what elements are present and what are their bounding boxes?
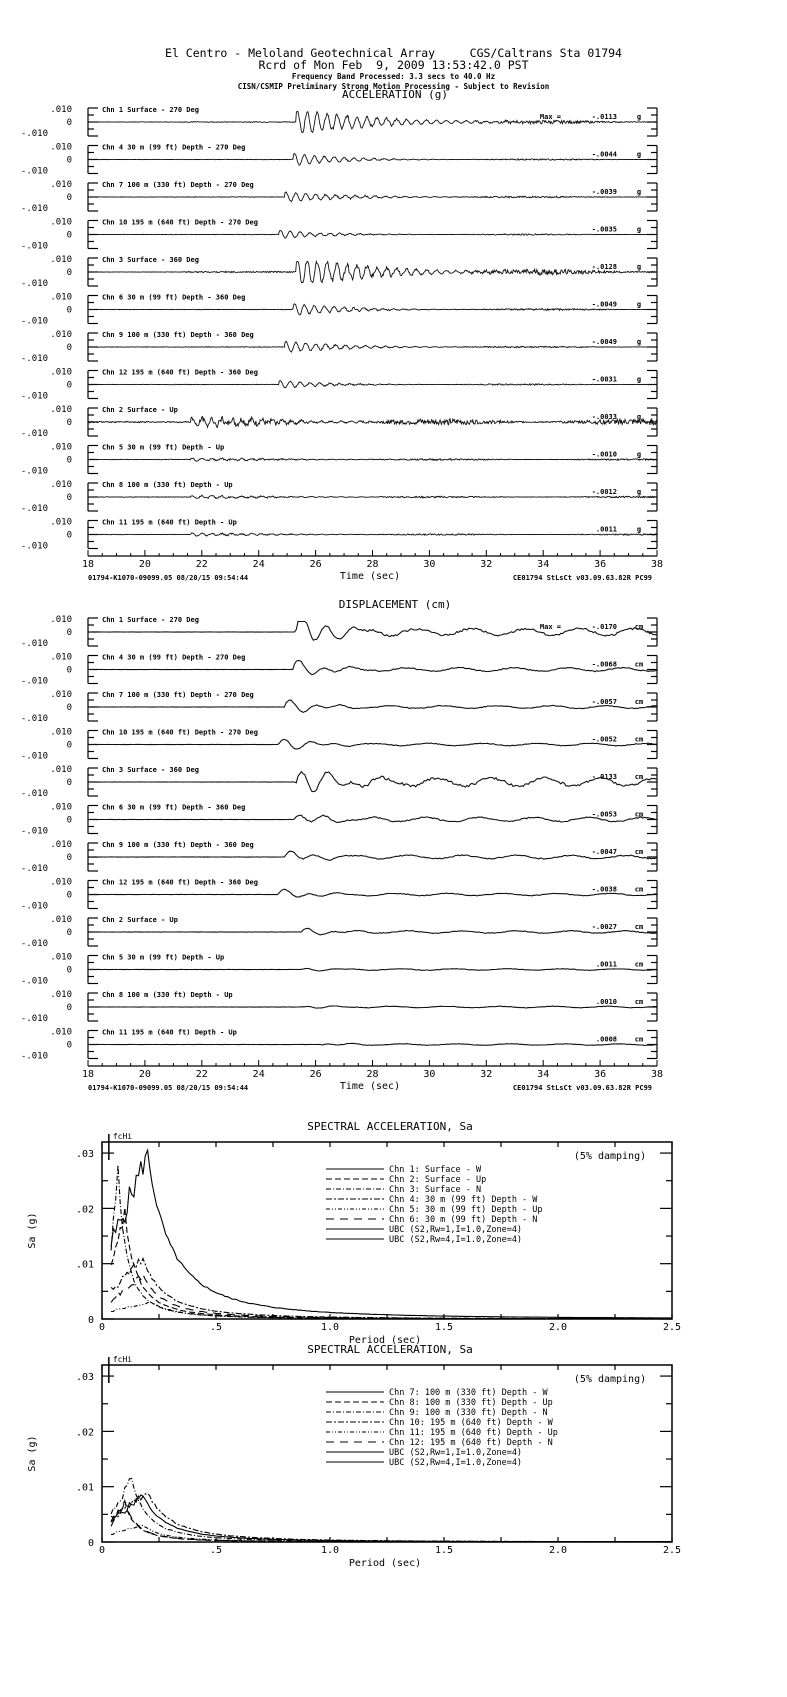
trace-line [88,495,657,498]
x-axis-label: Time (sec) [339,571,401,582]
trace-line [88,381,657,388]
spectrum-curve [111,1494,672,1542]
y-tick-label: 0 [87,1315,94,1326]
unit-label: g [636,150,642,159]
trace-line [88,341,657,352]
legend-label: Chn 2: Surface - Up [389,1175,487,1185]
unit-label: cm [634,623,644,631]
peak-value: -.0049 [591,338,617,346]
y-tick-label: 0 [66,1003,72,1013]
y-axis-label: Sa (g) [27,1435,38,1472]
footer-right: CE01794 StLsCt v03.09.63.82R PC99 [512,574,652,582]
peak-value: -.0044 [591,150,617,159]
channel-label: Chn 12 195 m (640 ft) Depth - 360 Deg [102,368,258,377]
x-axis-label: Period (sec) [348,1558,422,1569]
trace-line [88,230,657,238]
x-axis-label: Time (sec) [339,1081,401,1092]
x-tick-label: 1.0 [320,1545,340,1556]
x-tick-label: .5 [209,1322,223,1333]
x-tick-label: 34 [537,559,550,570]
damping-note: (5% damping) [573,1151,647,1162]
unit-label: g [636,488,642,496]
y-tick-label: -.010 [20,391,48,402]
y-tick-label: 0 [66,493,72,503]
fchi-label: fcHi [112,1355,133,1364]
y-tick-label: .010 [50,727,72,738]
x-tick-label: 22 [195,559,208,570]
x-tick-label: 26 [309,559,322,570]
y-tick-label: -.010 [20,129,48,139]
trace-line [88,700,656,712]
y-tick-label: -.010 [20,826,48,837]
y-tick-label: .010 [50,255,72,265]
x-tick-label: 24 [252,1069,265,1080]
y-tick-label: .010 [50,765,72,775]
x-tick-label: 2.0 [548,1322,568,1333]
unit-label: g [636,300,642,309]
unit-label: cm [634,810,644,819]
trace-line [88,815,656,823]
y-tick-label: -.010 [20,751,48,762]
peak-value: -.0049 [591,300,617,309]
legend-label: Chn 7: 100 m (330 ft) Depth - W [389,1388,548,1398]
chart-title: SPECTRAL ACCELERATION, Sa [307,1120,473,1133]
y-tick-label: .010 [50,1027,72,1038]
peak-value: -.0133 [591,773,617,781]
y-tick-label: .010 [50,877,72,888]
spectrum-curve [111,1501,672,1542]
y-tick-label: 0 [66,740,72,751]
channel-label: Chn 7 100 m (330 ft) Depth - 270 Deg [102,181,254,189]
channel-label: Chn 4 30 m (99 ft) Depth - 270 Deg [102,653,246,662]
trace-line [88,661,656,675]
y-tick-label: -.010 [20,901,48,912]
trace-line [88,417,657,428]
peak-value: .0011 [595,525,617,534]
channel-label: Chn 11 195 m (640 ft) Depth - Up [102,1028,237,1037]
unit-label: g [636,225,642,234]
trace-line [88,1006,656,1008]
y-tick-label: -.010 [20,279,48,289]
y-tick-label: -.010 [20,1051,48,1062]
x-tick-label: 26 [309,1069,322,1080]
y-tick-label: .010 [50,517,72,528]
x-axis-label: Period (sec) [348,1335,422,1346]
trace-line [88,889,656,897]
peak-value: -.0038 [591,885,617,894]
trace-line [88,739,656,749]
footer-right: CE01794 StLsCt v03.09.63.82R PC99 [512,1084,652,1092]
y-tick-label: 0 [66,928,72,938]
y-tick-label: .010 [50,405,72,415]
trace-line [88,533,657,536]
y-tick-label: 0 [66,155,72,166]
y-tick-label: .010 [50,690,72,700]
y-tick-label: -.010 [20,1014,48,1024]
x-tick-label: 30 [423,1069,436,1080]
unit-label: cm [634,998,644,1006]
x-tick-label: 2.0 [548,1545,568,1556]
x-tick-label: 38 [650,1069,664,1080]
x-tick-label: 1.5 [434,1545,454,1556]
y-tick-label: .010 [50,480,72,490]
channel-label: Chn 2 Surface - Up [102,406,178,414]
peak-value: -.0128 [591,263,617,271]
y-tick-label: -.010 [20,504,48,514]
x-tick-label: 0 [98,1322,106,1333]
y-tick-label: -.010 [20,429,48,439]
y-tick-label: 0 [66,118,72,128]
y-tick-label: .02 [75,1204,94,1216]
y-tick-label: -.010 [20,316,48,327]
peak-value: -.0033 [591,413,617,421]
unit-label: cm [634,660,644,669]
unit-label: g [636,525,642,534]
x-tick-label: 28 [366,559,379,570]
trace-line [88,968,656,971]
y-tick-label: .010 [50,442,72,453]
chart-title: ACCELERATION (g) [342,88,448,101]
legend-label: Chn 1: Surface - W [389,1165,482,1175]
x-tick-label: 34 [537,1069,550,1080]
y-tick-label: 0 [66,230,72,241]
y-tick-label: 0 [66,380,72,391]
channel-label: Chn 2 Surface - Up [102,916,178,924]
unit-label: g [636,413,642,421]
y-tick-label: .010 [50,105,72,115]
plot-frame [102,1142,672,1319]
unit-label: cm [634,960,644,969]
y-tick-label: -.010 [20,714,48,724]
x-tick-label: .5 [209,1545,223,1556]
channel-label: Chn 10 195 m (640 ft) Depth - 270 Deg [102,728,258,737]
peak-value: .0010 [595,998,617,1006]
x-tick-label: 18 [81,559,95,570]
channel-label: Chn 4 30 m (99 ft) Depth - 270 Deg [102,143,246,152]
y-tick-label: 0 [66,853,72,863]
y-tick-label: 0 [87,1538,94,1549]
peak-value: -.0047 [591,848,617,856]
channel-label: Chn 8 100 m (330 ft) Depth - Up [102,991,233,999]
footer-left: 01794-K1070-09099.05 08/20/15 09:54:44 [88,574,249,582]
peak-value: -.0027 [591,923,617,931]
y-tick-label: .010 [50,330,72,340]
y-tick-label: .010 [50,142,72,153]
x-tick-label: 36 [594,1069,607,1080]
y-tick-label: .010 [50,217,72,228]
legend-label: Chn 5: 30 m (99 ft) Depth - Up [389,1205,543,1215]
y-tick-label: -.010 [20,166,48,177]
y-tick-label: -.010 [20,204,48,214]
frequency-band: Frequency Band Processed: 3.3 secs to 40.0 Hz [291,72,496,81]
channel-label: Chn 9 100 m (330 ft) Depth - 360 Deg [102,841,254,849]
unit-label: cm [634,885,644,894]
legend-label: Chn 8: 100 m (330 ft) Depth - Up [389,1398,553,1408]
channel-label: Chn 5 30 m (99 ft) Depth - Up [102,953,225,962]
unit-label: cm [634,923,644,931]
peak-value: -.0057 [591,698,617,706]
peak-value: -.0053 [591,810,617,819]
x-tick-label: 20 [138,559,151,570]
legend-label: Chn 11: 195 m (640 ft) Depth - Up [389,1428,558,1438]
legend-label: Chn 9: 100 m (330 ft) Depth - N [389,1408,548,1418]
y-tick-label: -.010 [20,241,48,252]
channel-label: Chn 1 Surface - 270 Deg [102,616,199,624]
trace-line [88,192,657,202]
legend-label: Chn 6: 30 m (99 ft) Depth - N [389,1215,538,1225]
y-tick-label: .010 [50,615,72,625]
station-title: El Centro - Meloland Geotechnical Array CGS/Caltrans Sta 01794 [165,46,622,60]
record-time: Rcrd of Mon Feb 9, 2009 13:53:42.0 PST [258,58,529,72]
y-tick-label: 0 [66,305,72,316]
trace-line [88,150,657,165]
unit-label: cm [634,848,644,856]
y-tick-label: 0 [66,965,72,976]
unit-label: cm [634,773,644,781]
peak-value: .0008 [595,1035,617,1044]
chart-title: DISPLACEMENT (cm) [338,598,452,611]
y-tick-label: .01 [75,1259,94,1271]
legend-label: Chn 12: 195 m (640 ft) Depth - N [389,1438,553,1448]
y-tick-label: 0 [66,628,72,638]
y-tick-label: 0 [66,530,72,541]
channel-label: Chn 10 195 m (640 ft) Depth - 270 Deg [102,218,258,227]
channel-label: Chn 3 Surface - 360 Deg [102,766,199,774]
peak-value: -.0113 [591,113,617,121]
channel-label: Chn 6 30 m (99 ft) Depth - 360 Deg [102,293,246,302]
x-tick-label: 18 [81,1069,95,1080]
x-tick-label: 2.5 [662,1322,682,1333]
channel-label: Chn 5 30 m (99 ft) Depth - Up [102,443,225,452]
y-tick-label: -.010 [20,864,48,874]
x-tick-label: 1.0 [320,1322,340,1333]
y-tick-label: 0 [66,778,72,788]
channel-label: Chn 11 195 m (640 ft) Depth - Up [102,518,237,527]
channel-label: Chn 3 Surface - 360 Deg [102,256,199,264]
max-label: Max = [539,623,561,631]
damping-note: (5% damping) [573,1374,647,1385]
y-tick-label: -.010 [20,639,48,649]
peak-value: -.0052 [591,735,617,744]
x-tick-label: 22 [195,1069,208,1080]
x-tick-label: 38 [650,559,664,570]
footer-left: 01794-K1070-09099.05 08/20/15 09:54:44 [88,1084,249,1092]
unit-label: cm [634,735,644,744]
chart-title: SPECTRAL ACCELERATION, Sa [307,1343,473,1356]
y-tick-label: 0 [66,1040,72,1051]
processing-note: CISN/CSMIP Preliminary Strong Motion Processing - Subject to Revision [237,82,550,91]
y-tick-label: -.010 [20,676,48,687]
x-tick-label: 24 [252,559,265,570]
y-tick-label: 0 [66,455,72,466]
plot-frame [102,1365,672,1542]
spectrum-curve [111,1501,672,1542]
trace-line [88,458,657,461]
y-tick-label: 0 [66,815,72,826]
legend-label: UBC (S2,Rw=1,I=1.0,Zone=4) [389,1225,523,1235]
x-tick-label: 32 [480,1069,493,1080]
x-tick-label: 20 [138,1069,151,1080]
y-tick-label: 0 [66,343,72,353]
y-tick-label: .03 [75,1372,94,1384]
y-tick-label: -.010 [20,976,48,987]
spectrum-curve [111,1275,672,1319]
unit-label: g [636,450,642,459]
y-tick-label: .01 [75,1482,94,1494]
y-tick-label: .010 [50,367,72,378]
x-tick-label: 36 [594,559,607,570]
legend-label: Chn 3: Surface - N [389,1185,482,1195]
y-tick-label: -.010 [20,466,48,477]
x-tick-label: 30 [423,559,436,570]
channel-label: Chn 9 100 m (330 ft) Depth - 360 Deg [102,331,254,339]
unit-label: g [636,188,642,196]
max-label: Max = [539,113,561,121]
unit-label: cm [634,1035,644,1044]
peak-value: -.0035 [591,225,617,234]
y-tick-label: -.010 [20,789,48,799]
unit-label: g [636,338,642,346]
peak-value: -.0170 [591,623,617,631]
trace-line [88,622,656,641]
y-axis-label: Sa (g) [27,1212,38,1249]
channel-label: Chn 12 195 m (640 ft) Depth - 360 Deg [102,878,258,887]
channel-label: Chn 1 Surface - 270 Deg [102,106,199,114]
x-tick-label: 2.5 [662,1545,682,1556]
peak-value: -.0068 [591,660,617,669]
spectrum-curve [111,1259,672,1319]
legend-label: Chn 10: 195 m (640 ft) Depth - W [389,1418,553,1428]
peak-value: -.0039 [591,188,617,196]
x-tick-label: 1.5 [434,1322,454,1333]
y-tick-label: 0 [66,665,72,676]
y-tick-label: .02 [75,1427,94,1439]
trace-line [88,262,657,283]
y-tick-label: 0 [66,193,72,203]
channel-label: Chn 6 30 m (99 ft) Depth - 360 Deg [102,803,246,812]
trace-line [88,772,656,792]
legend-label: UBC (S2,Rw=4,I=1.0,Zone=4) [389,1235,523,1245]
x-tick-label: 32 [480,559,493,570]
peak-value: -.0012 [591,488,617,496]
y-tick-label: .010 [50,952,72,963]
legend-label: UBC (S2,Rw=1,I=1.0,Zone=4) [389,1448,523,1458]
y-tick-label: .010 [50,292,72,303]
unit-label: g [636,113,642,121]
peak-value: .0011 [595,960,617,969]
unit-label: g [636,263,642,271]
trace-line [88,851,656,860]
fchi-label: fcHi [112,1132,133,1141]
y-tick-label: .010 [50,915,72,925]
y-tick-label: .010 [50,840,72,850]
legend-label: Chn 4: 30 m (99 ft) Depth - W [389,1195,538,1205]
trace-line [88,304,657,315]
x-tick-label: 28 [366,1069,379,1080]
y-tick-label: -.010 [20,939,48,949]
legend-label: UBC (S2,Rw=4,I=1.0,Zone=4) [389,1458,523,1468]
peak-value: -.0010 [591,450,617,459]
peak-value: -.0031 [591,375,617,384]
channel-label: Chn 7 100 m (330 ft) Depth - 270 Deg [102,691,254,699]
channel-label: Chn 8 100 m (330 ft) Depth - Up [102,481,233,489]
trace-line [88,112,657,133]
spectrum-curve [111,1495,672,1542]
unit-label: g [636,375,642,384]
trace-line [88,1043,656,1045]
spectrum-curve [111,1302,672,1319]
y-tick-label: 0 [66,703,72,713]
y-tick-label: .010 [50,990,72,1000]
trace-line [88,928,656,935]
y-tick-label: 0 [66,418,72,428]
y-tick-label: .010 [50,652,72,663]
y-tick-label: -.010 [20,541,48,552]
y-tick-label: -.010 [20,354,48,364]
x-tick-label: 0 [98,1545,106,1556]
y-tick-label: 0 [66,890,72,901]
y-tick-label: .010 [50,180,72,190]
y-tick-label: .03 [75,1149,94,1161]
y-tick-label: 0 [66,268,72,278]
y-tick-label: .010 [50,802,72,813]
unit-label: cm [634,698,644,706]
